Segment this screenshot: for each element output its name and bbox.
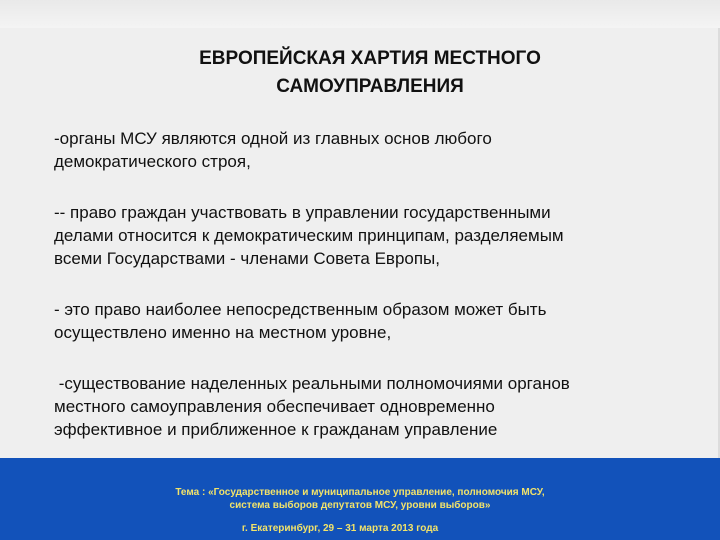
paragraph-local-government-basis — [54, 127, 694, 173]
paragraph-line: осуществлено именно на местном уровне, — [54, 323, 392, 342]
slide-title — [110, 45, 630, 101]
paragraph-citizens-right — [54, 201, 694, 270]
footer-topic-line: Тема : «Государственное и муниципальное управление, полномочия МСУ, — [175, 487, 545, 498]
footer-place-date: г. Екатеринбург, 29 – 31 марта 2013 года — [241, 523, 439, 534]
paragraph-line: -существование наделенных реальными полномочиями органов — [54, 374, 570, 393]
paragraph-line: -- право граждан участвовать в управлении государственными — [54, 203, 551, 222]
paragraph-effective-governance — [54, 372, 694, 441]
slide-title-line: ЕВРОПЕЙСКАЯ ХАРТИЯ МЕСТНОГО — [199, 48, 541, 69]
footer-bar — [0, 458, 720, 540]
top-band — [0, 0, 720, 28]
paragraph-line: -органы МСУ являются одной из главных основ любого — [54, 129, 492, 148]
paragraph-line: демократического строя, — [54, 152, 251, 171]
paragraph-line: всеми Государствами - членами Совета Европы, — [54, 249, 441, 268]
paragraph-line: делами относится к демократическим принципам, разделяемым — [54, 226, 564, 245]
paragraph-line: местного самоуправления обеспечивает одновременно — [54, 397, 495, 416]
footer-topic-line: система выборов депутатов МСУ, уровни выборов» — [229, 500, 491, 511]
paragraph-local-level — [54, 298, 694, 344]
paragraph-line: эффективное и приближенное к гражданам управление — [54, 420, 498, 439]
paragraph-line: - это право наиболее непосредственным образом может быть — [54, 300, 547, 319]
slide-title-line: САМОУПРАВЛЕНИЯ — [276, 76, 464, 97]
